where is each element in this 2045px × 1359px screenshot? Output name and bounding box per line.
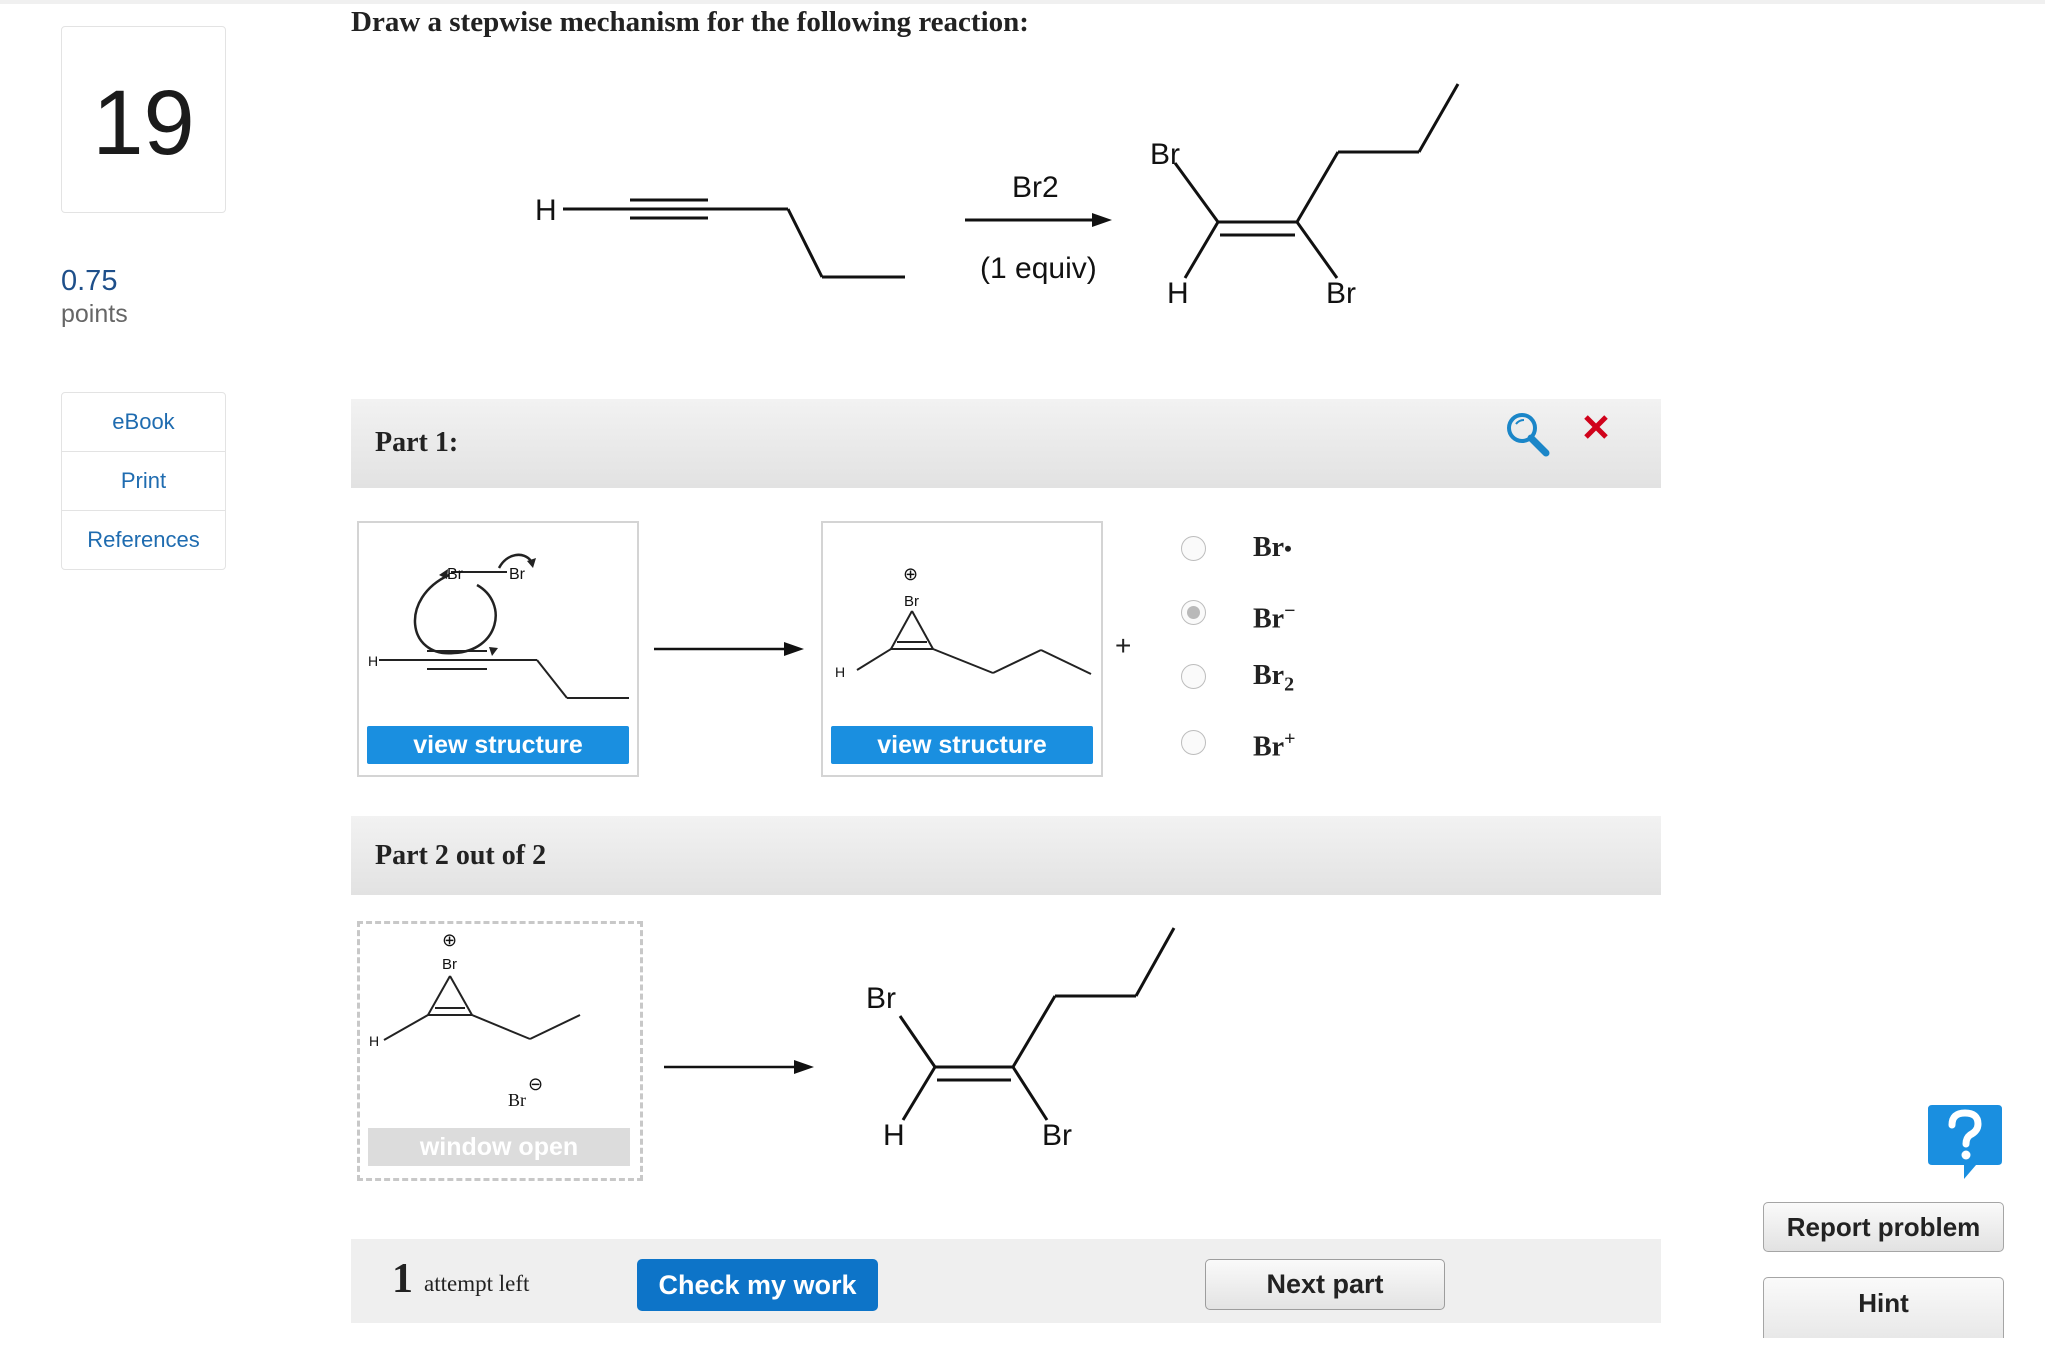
- box2-br: Br: [904, 593, 919, 610]
- resources-list: [61, 392, 226, 570]
- reactant-h-label: H: [535, 194, 557, 227]
- part1-structure-1-drawing: [359, 523, 637, 723]
- conditions-label: (1 equiv): [980, 252, 1097, 285]
- part1-title: Part 1:: [375, 427, 459, 458]
- report-problem-button[interactable]: Report problem: [1763, 1202, 2004, 1252]
- references-link[interactable]: References: [87, 527, 200, 552]
- help-question-icon[interactable]: [1924, 1099, 2006, 1181]
- part1-header: [351, 399, 1661, 488]
- reaction-arrow-head: [1092, 213, 1112, 227]
- box1-h: H: [368, 653, 379, 669]
- product-br-bottom: Br: [1326, 277, 1356, 310]
- top-divider: [0, 0, 2045, 4]
- reactant-structure: [563, 200, 905, 277]
- close-x-icon[interactable]: [1582, 413, 1610, 441]
- view-structure-button-2[interactable]: view structure: [831, 726, 1093, 764]
- plus-sign: +: [1115, 630, 1132, 661]
- part1-arrow: [652, 637, 807, 661]
- reagent-label: Br2: [1012, 171, 1059, 204]
- part2-product-br-top: Br: [866, 982, 896, 1015]
- question-number-box: [61, 26, 226, 213]
- part2-product-br-bottom: Br: [1042, 1119, 1072, 1152]
- next-part-button[interactable]: Next part: [1205, 1259, 1445, 1310]
- part2-product-structure: [850, 920, 1190, 1160]
- view-structure-button-1[interactable]: view structure: [367, 726, 629, 764]
- product-structure: [1175, 84, 1458, 278]
- option-br-anion-label: Br−: [1253, 600, 1296, 635]
- radio-option-br2[interactable]: [1181, 664, 1206, 689]
- option-br2-label: $Br_2$: [1253, 660, 1295, 696]
- footer-bar: [351, 1239, 1661, 1323]
- box2-charge-plus: ⊕: [903, 564, 919, 584]
- part2-box-br-ion: Br: [508, 1090, 526, 1110]
- ebook-link[interactable]: eBook: [62, 393, 225, 452]
- window-open-button[interactable]: window open: [368, 1128, 630, 1166]
- part2-arrow: [662, 1055, 817, 1079]
- magnifier-icon[interactable]: [1502, 409, 1554, 461]
- radio-option-br-cation[interactable]: [1181, 730, 1206, 755]
- part2-box-charge-minus: ⊖: [528, 1074, 544, 1094]
- part2-box-br: Br: [442, 956, 457, 973]
- radio-option-br-anion[interactable]: [1181, 600, 1206, 625]
- question-text: Draw a stepwise mechanism for the following reaction:: [351, 6, 1029, 38]
- attempts-count: 1: [392, 1256, 413, 1302]
- product-h: H: [1167, 277, 1189, 310]
- option-br-radical-label: Br•: [1253, 532, 1292, 563]
- part1-structure-box-2[interactable]: [821, 521, 1103, 777]
- attempts-text: attempt left: [424, 1271, 530, 1296]
- part1-structure-box-1[interactable]: [357, 521, 639, 777]
- part1-structure-2-drawing: [823, 523, 1101, 723]
- part2-box-h: H: [369, 1033, 380, 1049]
- part2-title: Part 2 out of 2: [375, 840, 547, 871]
- part2-structure-box[interactable]: [357, 921, 643, 1181]
- box2-h: H: [835, 664, 846, 680]
- part2-header: [351, 816, 1661, 895]
- part2-product-h: H: [883, 1119, 905, 1152]
- product-br-top: Br: [1150, 138, 1180, 171]
- check-my-work-button[interactable]: Check my work: [637, 1259, 878, 1311]
- points-label: points: [61, 300, 128, 328]
- reaction-scheme: [500, 60, 1500, 330]
- box1-br-right: Br: [509, 566, 525, 583]
- question-number: 19: [92, 72, 195, 174]
- option-br-cation-label: Br+: [1253, 728, 1296, 763]
- part2-structure-drawing: [360, 924, 640, 1134]
- box1-br-left: Br: [447, 566, 463, 583]
- radio-option-br-radical[interactable]: [1181, 536, 1206, 561]
- part2-box-charge-plus: ⊕: [442, 930, 458, 950]
- points-value: 0.75: [61, 265, 118, 297]
- hint-button[interactable]: Hint: [1763, 1277, 2004, 1338]
- print-link[interactable]: Print: [62, 452, 225, 511]
